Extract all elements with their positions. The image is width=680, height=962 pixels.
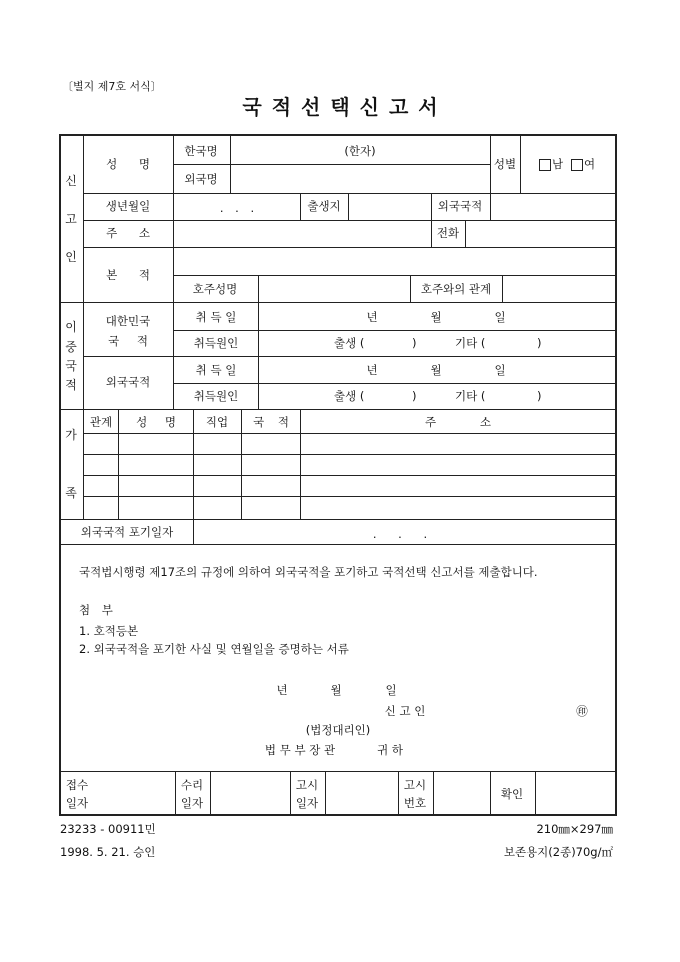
birthplace-label: 출생지 (307, 199, 341, 213)
male-checkbox[interactable] (539, 159, 551, 171)
renounce-date-label: 외국국적 포기일자 (80, 525, 174, 539)
foreign-birth-label: 출생 ( (334, 389, 365, 403)
household-relation-label: 호주와의 관계 (420, 282, 492, 296)
sign-month-label: 월 (330, 683, 342, 697)
reporter-label: 신 고 인 (384, 704, 426, 718)
phone-label: 전화 (436, 226, 460, 240)
foreign-acq-date-label: 취 득 일 (195, 363, 237, 377)
section-label-dual-2: 중 (65, 340, 77, 354)
addressee-label: 법 무 부 장 관 (264, 743, 336, 757)
sex-label: 성별 (493, 157, 517, 171)
paper-type: 보존용지(2종)70g/㎡ (503, 845, 613, 859)
korea-birth-label: 출생 ( (334, 336, 365, 350)
attachment-2: 2. 외국국적을 포기한 사실 및 연월일을 증명하는 서류 (79, 642, 349, 656)
korea-birth-close: ) (412, 336, 417, 350)
family-header-address: 주 소 (424, 415, 492, 429)
korean-name-field[interactable] (231, 165, 489, 192)
address-label: 주 소 (106, 226, 150, 240)
sign-year-label: 년 (276, 683, 288, 697)
birth-value: . . . (219, 201, 255, 215)
korea-acq-date-label: 취 득 일 (195, 310, 237, 324)
notice-label-2: 일자 (295, 796, 319, 810)
foreign-nationality-label: 외국국적 (437, 199, 483, 213)
household-head-label: 호주성명 (192, 282, 238, 296)
family-header-relation: 관계 (89, 415, 113, 429)
korea-other-close: ) (537, 336, 542, 350)
korean-name-label: 한국명 (184, 144, 218, 158)
korea-label-2: 국 적 (108, 334, 148, 348)
korea-year-label: 년 (366, 310, 378, 324)
attachment-1: 1. 호적등본 (79, 624, 139, 638)
seal-mark: ㊞ (576, 704, 588, 718)
sign-day-label: 일 (385, 683, 397, 697)
form-number: 〔별지 제7호 서식〕 (62, 80, 162, 93)
female-checkbox[interactable] (571, 159, 583, 171)
form-code: 23233 - 00911민 (60, 822, 156, 836)
section-label-applicant-3: 인 (65, 250, 77, 264)
accept-label-1: 수리 (180, 778, 204, 792)
confirm-label: 확인 (500, 787, 524, 801)
family-header-nationality: 국 적 (253, 415, 289, 429)
legal-representative-label: (법정대리인) (305, 723, 371, 737)
section-label-dual-3: 국 (65, 359, 77, 373)
section-label-applicant-1: 신 (65, 174, 77, 188)
receipt-label-1: 접수 (65, 778, 89, 792)
declaration-statement: 국적법시행령 제17조의 규정에 의하여 외국국적을 포기하고 국적선택 신고서를 제출합니다. (79, 565, 538, 579)
renounce-date-value: . . . (372, 527, 428, 541)
origin-label: 본 적 (106, 268, 150, 282)
foreign-birth-close: ) (412, 389, 417, 403)
foreign-day-label: 일 (494, 363, 506, 377)
birth-label: 생년월일 (105, 199, 151, 213)
receipt-label-2: 일자 (65, 796, 89, 810)
foreign-other-close: ) (537, 389, 542, 403)
korea-label-1: 대한민국 (105, 314, 151, 328)
name-label: 성 명 (106, 157, 150, 171)
male-label: 남 (552, 157, 564, 171)
korea-day-label: 일 (494, 310, 506, 324)
section-label-dual-1: 이 (65, 320, 77, 334)
foreign-month-label: 월 (430, 363, 442, 377)
section-label-family-1: 가 (65, 428, 77, 442)
address-field[interactable] (174, 221, 430, 247)
approval-date: 1998. 5. 21. 승인 (60, 845, 156, 859)
section-label-family-2: 족 (65, 486, 77, 500)
foreign-name-label: 외국명 (184, 172, 218, 186)
accept-label-2: 일자 (180, 796, 204, 810)
foreign-label: 외국국적 (105, 375, 151, 389)
korea-other-label: 기타 ( (455, 336, 486, 350)
attachment-title: 첨 부 (79, 603, 113, 617)
foreign-other-label: 기타 ( (455, 389, 486, 403)
korea-month-label: 월 (430, 310, 442, 324)
notice-number-label-1: 고시 (403, 778, 427, 792)
korea-acq-reason-label: 취득원인 (193, 336, 239, 350)
section-label-dual-4: 적 (65, 378, 77, 392)
notice-number-label-2: 번호 (403, 796, 427, 810)
family-header-job: 직업 (205, 415, 229, 429)
page-title: 국적선택신고서 (242, 95, 448, 119)
family-header-name: 성 명 (136, 415, 176, 429)
notice-label-1: 고시 (295, 778, 319, 792)
paper-size: 210㎜×297㎜ (536, 822, 613, 836)
honorific-label: 귀 하 (377, 743, 403, 757)
section-label-applicant-2: 고 (65, 212, 77, 226)
hanja-label: (한자) (344, 144, 376, 158)
female-label: 여 (584, 157, 596, 171)
foreign-acq-reason-label: 취득원인 (193, 389, 239, 403)
foreign-year-label: 년 (366, 363, 378, 377)
